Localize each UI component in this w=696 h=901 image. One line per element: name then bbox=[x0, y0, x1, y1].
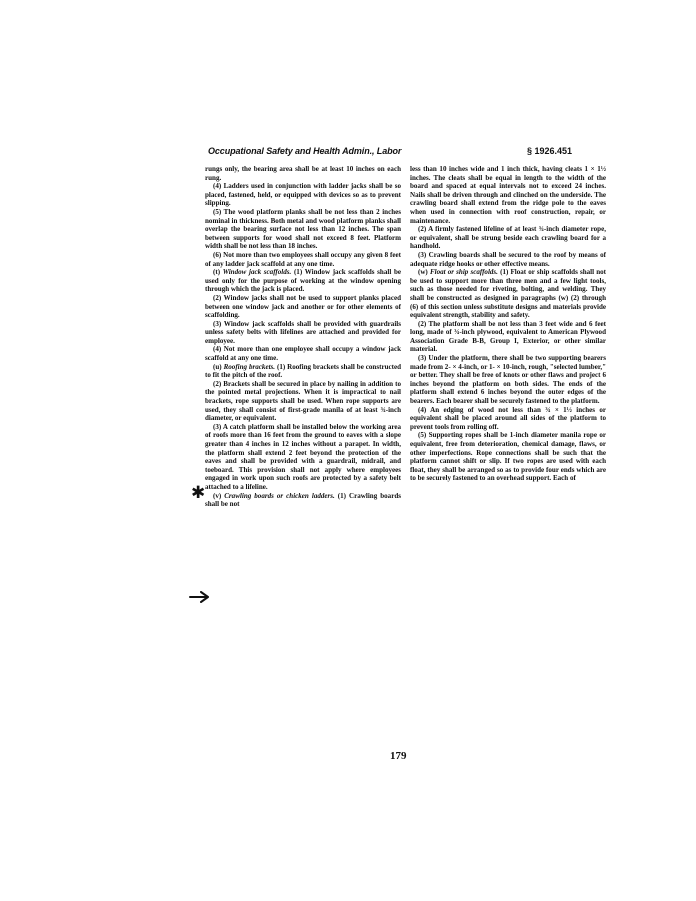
paragraph: less than 10 inches wide and 1 inch thick, having cleats 1 × 1½ inches. The cleats shall be equal in length to the width of the board and spaced at equal intervals not to exceed 24 inches. Nails shall be driven through and clinched on the underside. The crawling board shall extend from the ridge pole to the eaves when used in connection with roof construction, repair, or maintenance. bbox=[410, 165, 606, 225]
paragraph-text: (1) Window jack scaffolds shall be used only for the purpose of working at the window opening through which the jack is placed. bbox=[205, 268, 401, 294]
paragraph: (3) Under the platform, there shall be two supporting bearers made from 2- × 4-inch, or 1- × 10-inch, rough, "selected lumber," or better. They shall be free of knots or other flaws and project 6 inches beyond the platform on both sides. The ends of the platform shall extend 6 inches beyond the outer edges of the bearers. Each bearer shall be securely fastened to the platform. bbox=[410, 354, 606, 406]
paragraph-label: (v) bbox=[213, 491, 222, 500]
paragraph-text: (1) Roofing brackets shall be constructed to fit the pitch of the roof. bbox=[205, 362, 402, 380]
paragraph-float-scaffolds bbox=[410, 268, 606, 320]
paragraph: (2) The platform shall be not less than 3 feet wide and 6 feet long, made of ¾-inch plywood, equivalent to American Plywood Association Grade B-B, Group I, Exterior, or other similar material. bbox=[410, 319, 606, 354]
paragraph: (4) An edging of wood not less than ¾ × 1½ inches or equivalent shall be placed around all sides of the platform to prevent tools from rolling off. bbox=[410, 405, 606, 431]
paragraph: (2) A firmly fastened lifeline of at least ¾-inch diameter rope, or equivalent, shall be strung beside each crawling board for a handhold. bbox=[410, 225, 606, 251]
paragraph: (4) Not more than one employee shall occupy a window jack scaffold at any one time. bbox=[205, 345, 401, 363]
arrow-right-icon bbox=[189, 591, 211, 603]
running-header-title: Occupational Safety and Health Admin., Labor bbox=[208, 146, 402, 156]
page-number: 179 bbox=[390, 750, 407, 762]
section-number: § 1926.451 bbox=[527, 146, 573, 156]
paragraph: (3) Window jack scaffolds shall be provided with guardrails unless safety belts with lifelines are attached and provided for employee. bbox=[205, 319, 401, 345]
right-column bbox=[410, 165, 606, 483]
paragraph: (2) Window jacks shall not be used to support planks placed between one window jack and another or for other elements of scaffolding. bbox=[205, 293, 401, 320]
paragraph-catch-platform: (3) A catch platform shall be installed below the working area of roofs more than 16 feet from the ground to eaves with a slope greater than 4 inches in 12 inches without a parapet. In width, the platform shall extend 2 feet beyond the protection of the eaves and shall be provided with a guardrail, midrail, and toeboard. This provision shall not apply where employees engaged in work upon such roofs are protected by a safety belt attached to a lifeline. bbox=[205, 422, 401, 491]
paragraph-heading: Window jack scaffolds. bbox=[222, 268, 292, 277]
paragraph-heading: Float or ship scaffolds. bbox=[429, 268, 498, 277]
paragraph: (4) Ladders used in conjunction with ladder jacks shall be so placed, fastened, held, or equipped with devices so as to prevent slipping. bbox=[205, 182, 401, 208]
paragraph: (3) Crawling boards shall be secured to the roof by means of adequate ridge hooks or other effective means. bbox=[410, 250, 606, 268]
paragraph: (6) Not more than two employees shall occupy any given 8 feet of any ladder jack scaffold at any one time. bbox=[205, 250, 401, 268]
paragraph-heading: Crawling boards or chicken ladders. bbox=[224, 491, 335, 500]
paragraph-label: (u) bbox=[213, 362, 222, 371]
left-column bbox=[205, 165, 401, 509]
paragraph-crawling-boards bbox=[205, 492, 401, 509]
paragraph-label: (t) bbox=[213, 268, 221, 277]
paragraph-label: (w) bbox=[418, 268, 428, 277]
paragraph-window-jack bbox=[205, 268, 401, 294]
paragraph: (5) Supporting ropes shall be 1-inch diameter manila rope or equivalent, free from deterioration, chemical damage, flaws, or other imperfections. Rope connections shall be such that the platform cannot shift or slip. If two ropes are used with each float, they shall be arranged so as to provide four ends which are to be securely fastened to an overhead support. Each of bbox=[410, 431, 606, 483]
paragraph-text: (1) Crawling boards shall be not bbox=[205, 491, 401, 509]
paragraph-heading: Roofing brackets. bbox=[223, 362, 276, 371]
paragraph-text: (1) Float or ship scaffolds shall not be used to support more than three men and a few light tools, such as those needed for riveting, bolting, and welding. They shall be constructed as designed in paragraphs (w) (2) through (6) of this section unless substitute designs and materials provide equivalent strength, stability and safety. bbox=[410, 268, 607, 320]
paragraph: (2) Brackets shall be secured in place by nailing in addition to the pointed metal projections. When it is impractical to nail brackets, rope supports shall be used. When rope supports are used, they shall consist of first-grade manila of at least ¾-inch diameter, or equivalent. bbox=[205, 379, 401, 423]
paragraph: (5) The wood platform planks shall be not less than 2 inches nominal in thickness. Both metal and wood platform planks shall overlap the bearing surface not less than 12 inches. The span between supports for wood shall not exceed 8 feet. Platform width shall be not less than 18 inches. bbox=[205, 207, 401, 251]
paragraph: rungs only, the bearing area shall be at least 10 inches on each rung. bbox=[205, 165, 401, 182]
asterisk-margin-mark: ✱ bbox=[191, 483, 206, 503]
paragraph-roofing-brackets bbox=[205, 363, 401, 380]
